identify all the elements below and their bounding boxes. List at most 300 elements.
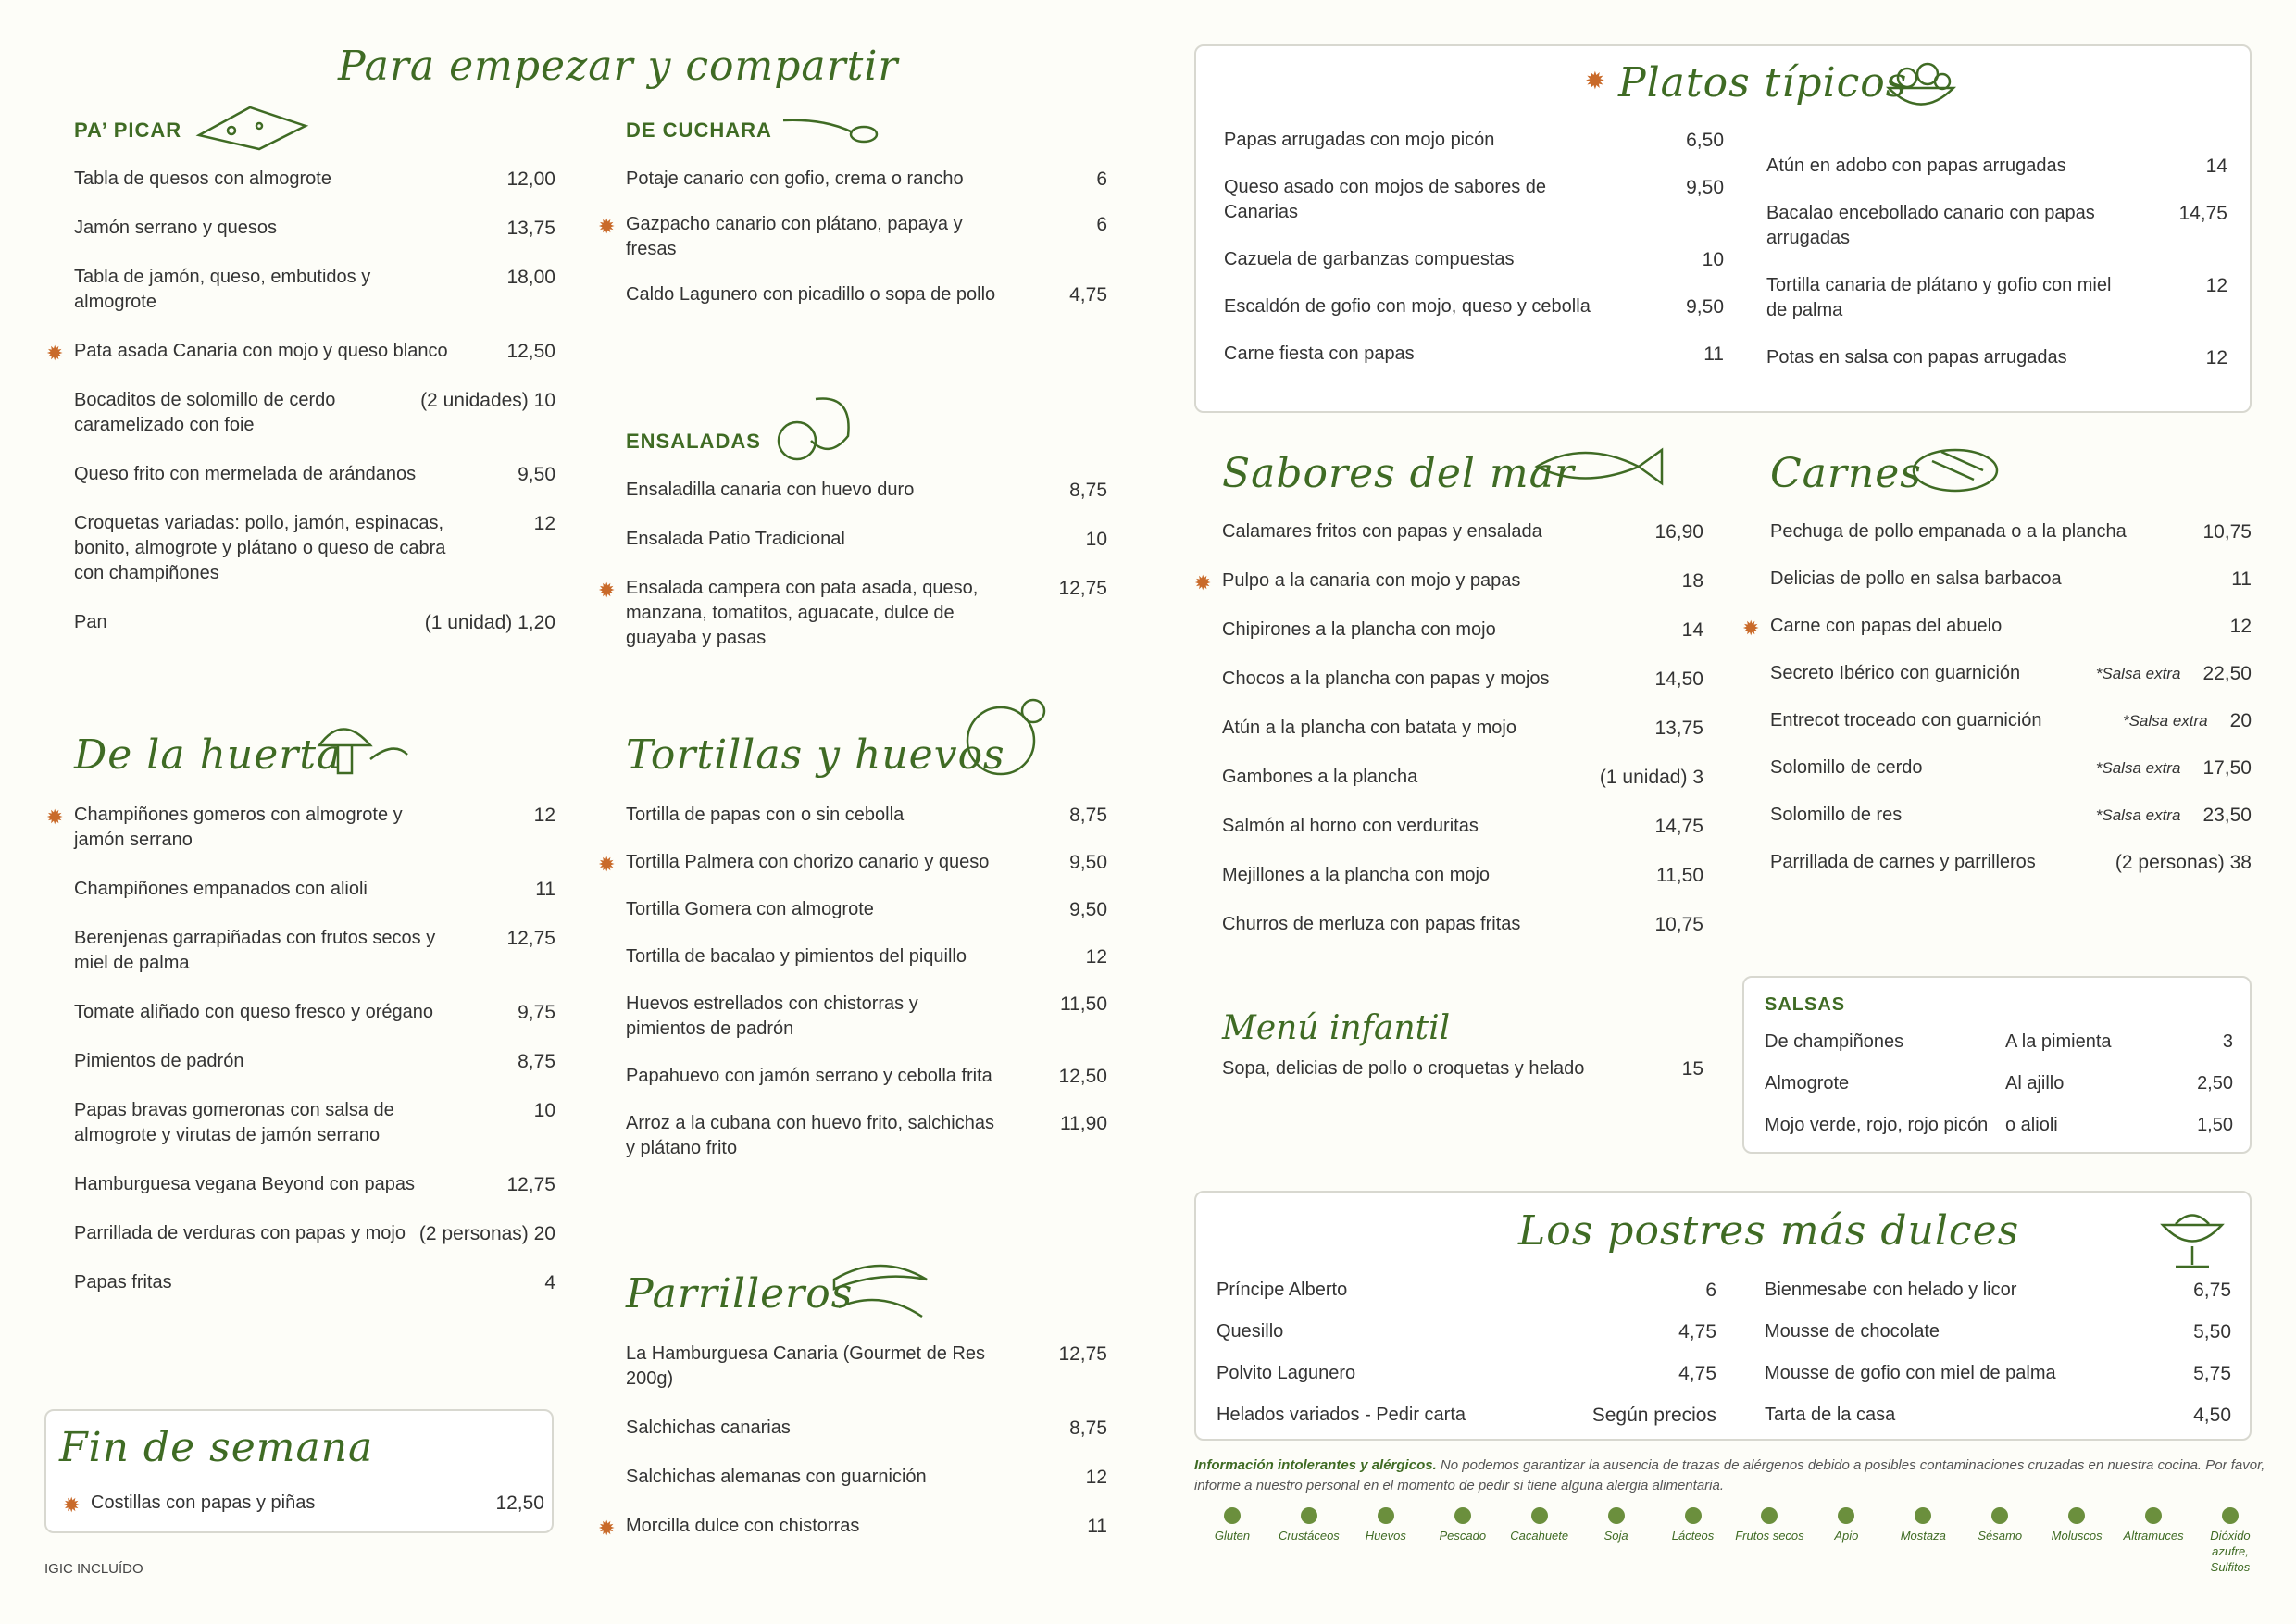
menu-item-name: Hamburguesa vegana Beyond con papas xyxy=(74,1174,416,1194)
allergen-label: Mostaza xyxy=(1900,1529,1946,1543)
salsa-extra-note: *Salsa extra xyxy=(2095,665,2181,682)
allergen-icon xyxy=(1224,1507,1241,1524)
allergen-label: Cacahuete xyxy=(1510,1529,1569,1543)
allergen-legend-item xyxy=(1271,1507,1347,1575)
allergen-legend-item xyxy=(1962,1507,2038,1575)
menu-item-name: Tortilla Palmera con chorizo canario y queso xyxy=(626,852,990,872)
menu-item-price: 12,50 xyxy=(1058,1066,1107,1087)
menu-item-price: 5,75 xyxy=(2193,1363,2231,1384)
menu-item xyxy=(1222,716,1703,741)
menu-item-name: Polvito Lagunero xyxy=(1217,1363,1356,1383)
salsa-name: De champiñones xyxy=(1765,1031,1904,1052)
salsas-box xyxy=(1742,976,2252,1154)
menu-item xyxy=(626,1342,1107,1392)
menu-item-price: 8,75 xyxy=(1069,805,1107,826)
allergen-icon xyxy=(2068,1507,2085,1524)
menu-item xyxy=(1770,519,2252,544)
salsa-row xyxy=(1765,1030,2233,1055)
allergen-label: Gluten xyxy=(1214,1529,1251,1543)
star-icon: ✹ xyxy=(46,806,64,829)
menu-item-name: Pata asada Canaria con mojo y queso blanco xyxy=(74,341,448,361)
allergen-label: Crustáceos xyxy=(1279,1529,1340,1543)
allergen-label: Soja xyxy=(1603,1529,1628,1543)
allergen-icon xyxy=(1685,1507,1702,1524)
menu-item-price: 6,75 xyxy=(2193,1280,2231,1301)
allergen-icon xyxy=(1378,1507,1394,1524)
menu-item-name: Pechuga de pollo empanada o a la plancha xyxy=(1770,521,2127,542)
menu-item-name: Costillas con papas y piñas xyxy=(91,1493,316,1513)
menu-item xyxy=(1766,345,2227,370)
tipicos-title: Platos típicos xyxy=(1618,59,1908,106)
star-icon: ✹ xyxy=(1194,571,1212,594)
menu-item xyxy=(1770,708,2252,733)
allergen-icon xyxy=(2222,1507,2239,1524)
star-icon: ✹ xyxy=(46,342,64,365)
menu-item xyxy=(1224,128,1724,153)
menu-item-name: Tarta de la casa xyxy=(1765,1405,1896,1425)
menu-item-name: Helados variados - Pedir carta xyxy=(1217,1405,1466,1425)
menu-item-price: 11,50 xyxy=(1656,865,1703,886)
allergen-label: Frutos secos xyxy=(1735,1529,1804,1543)
allergen-legend-item xyxy=(1425,1507,1501,1575)
star-icon: ✹ xyxy=(598,579,616,602)
menu-item-name: Papas arrugadas con mojo picón xyxy=(1224,130,1495,150)
menu-item-price: 11 xyxy=(1703,344,1724,365)
allergen-legend-item xyxy=(1194,1507,1270,1575)
cheese-icon xyxy=(194,98,315,154)
menu-item-name: Pan xyxy=(74,612,107,632)
allergen-legend-item xyxy=(2039,1507,2115,1575)
menu-item-price: 14,75 xyxy=(1654,816,1703,837)
menu-item xyxy=(1766,273,2227,323)
menu-item-name: Champiñones gomeros con almogrote y jamón serrano xyxy=(74,805,403,850)
menu-item-name: Potaje canario con gofio, crema o rancho xyxy=(626,169,964,189)
star-icon: ✹ xyxy=(1742,617,1760,640)
menu-item xyxy=(1765,1361,2231,1386)
menu-item xyxy=(74,265,555,315)
star-icon: ✹ xyxy=(598,853,616,876)
menu-item xyxy=(626,167,1107,192)
postres-title: Los postres más dulces xyxy=(1518,1207,2020,1255)
menu-item-price: 9,75 xyxy=(518,1002,555,1023)
salsas-title: SALSAS xyxy=(1765,994,1846,1015)
allergen-icon xyxy=(1838,1507,1854,1524)
menu-item xyxy=(74,610,555,635)
menu-item-name: Tortilla de papas con o sin cebolla xyxy=(626,805,905,825)
menu-item-name: Solomillo de res xyxy=(1770,805,1903,825)
menu-item-price: 11 xyxy=(1087,1516,1107,1537)
menu-item-name: Entrecot troceado con guarnición xyxy=(1770,710,2042,731)
menu-item-name: Atún a la plancha con batata y mojo xyxy=(1222,718,1516,738)
salsa-price: 3 xyxy=(2222,1031,2233,1052)
menu-item-price: (2 personas) 38 xyxy=(2115,852,2252,873)
menu-item xyxy=(1222,618,1703,643)
allergen-label: Dióxido azufre, Sulfitos xyxy=(2210,1529,2251,1574)
menu-item-price: 12 xyxy=(2205,275,2227,296)
menu-item xyxy=(74,216,555,241)
menu-item-name: Caldo Lagunero con picadillo o sopa de pollo xyxy=(626,284,996,305)
menu-item xyxy=(626,1064,1107,1089)
menu-item-name: Papas bravas gomeronas con salsa de almogrote y virutas de jamón serrano xyxy=(74,1100,394,1145)
allergen-legend-item xyxy=(1885,1507,1961,1575)
allergen-label: Huevos xyxy=(1365,1529,1406,1543)
menu-item xyxy=(1224,247,1724,272)
menu-item xyxy=(1765,1319,2231,1344)
menu-item-name: Salmón al horno con verduritas xyxy=(1222,816,1479,836)
menu-item xyxy=(1742,614,2252,640)
menu-item-name: Mousse de gofio con miel de palma xyxy=(1765,1363,2056,1383)
tortilla-icon xyxy=(959,694,1061,778)
menu-item-price: 15 xyxy=(1681,1058,1703,1080)
menu-item xyxy=(74,1172,555,1197)
menu-item-price: 4,75 xyxy=(1678,1321,1716,1343)
menu-item xyxy=(1770,803,2252,828)
menu-item xyxy=(74,388,555,438)
salsa-price: 2,50 xyxy=(2197,1073,2233,1093)
menu-item xyxy=(626,897,1107,922)
menu-item-name: Pimientos de padrón xyxy=(74,1051,244,1071)
menu-item-price: 4,50 xyxy=(2193,1405,2231,1426)
menu-item xyxy=(598,1514,1107,1540)
menu-item xyxy=(1766,201,2227,251)
menu-item xyxy=(1770,756,2252,781)
menu-item-name: Tabla de quesos con almogrote xyxy=(74,169,331,189)
menu-item xyxy=(598,576,1107,651)
menu-item xyxy=(74,511,555,586)
menu-item xyxy=(63,1491,544,1517)
menu-item-name: Carne fiesta con papas xyxy=(1224,344,1415,364)
carnes-title: Carnes xyxy=(1770,450,1922,497)
menu-item-name: Ensalada Patio Tradicional xyxy=(626,529,845,549)
salsa-extra-note: *Salsa extra xyxy=(2095,759,2181,777)
menu-item-price: 4 xyxy=(544,1272,555,1293)
fin-semana-title: Fin de semana xyxy=(59,1424,374,1471)
menu-item-name: Príncipe Alberto xyxy=(1217,1280,1348,1300)
tipicos-box xyxy=(1194,44,2252,413)
menu-item-name: Queso frito con mermelada de arándanos xyxy=(74,464,417,484)
menu-item-name: Secreto Ibérico con guarnición xyxy=(1770,663,2021,683)
salsa-name: Almogrote xyxy=(1765,1073,1850,1093)
salsa-extra-note: *Salsa extra xyxy=(2095,806,2181,824)
menu-item-price: (1 unidad) 3 xyxy=(1599,767,1703,788)
menu-item-price: 11 xyxy=(2231,568,2252,590)
section-tortillas xyxy=(598,731,1107,1183)
star-icon: ✹ xyxy=(598,215,616,238)
menu-item-name: Solomillo de cerdo xyxy=(1770,757,1923,778)
menu-item-price: 6,50 xyxy=(1686,130,1724,151)
menu-item xyxy=(1222,765,1703,790)
allergen-label: Sésamo xyxy=(1978,1529,2023,1543)
salsa-name: Al ajillo xyxy=(2005,1073,2065,1093)
menu-item-name: Pulpo a la canaria con mojo y papas xyxy=(1222,570,1521,591)
menu-item xyxy=(626,992,1107,1042)
section-cuchara xyxy=(598,119,1107,328)
menu-item-price: 9,50 xyxy=(1069,899,1107,920)
menu-item xyxy=(626,803,1107,828)
menu-item xyxy=(1217,1278,1716,1303)
menu-item xyxy=(1217,1361,1716,1386)
menu-item-name: La Hamburguesa Canaria (Gourmet de Res 200g) xyxy=(626,1343,985,1389)
menu-item xyxy=(626,527,1107,552)
menu-item xyxy=(626,282,1107,307)
menu-item-price: 6 xyxy=(1705,1280,1716,1301)
menu-item-price: 12,50 xyxy=(506,341,555,362)
menu-item-price: 10 xyxy=(1702,249,1724,270)
mar-title: Sabores del mar xyxy=(1222,450,1575,497)
salsa-name: Mojo verde, rojo, rojo picón xyxy=(1765,1115,1989,1135)
menu-item xyxy=(1222,1056,1703,1081)
menu-item-name: Salchichas canarias xyxy=(626,1418,791,1438)
infantil-title: Menú infantil xyxy=(1222,1009,1451,1047)
allergen-note-title: Información intolerantes y alérgicos. xyxy=(1194,1457,1437,1473)
menu-item-name: Tortilla de bacalao y pimientos del piquillo xyxy=(626,946,967,967)
fin-semana-box xyxy=(44,1409,554,1533)
star-icon: ✹ xyxy=(63,1493,81,1517)
menu-item xyxy=(1222,519,1703,544)
menu-item-name: Mejillones a la plancha con mojo xyxy=(1222,865,1491,885)
menu-item-price: 10 xyxy=(1085,529,1107,550)
allergen-icon xyxy=(1301,1507,1317,1524)
menu-item-price: 12 xyxy=(533,513,555,534)
menu-item-name: Tortilla canaria de plátano y gofio con miel de palma xyxy=(1766,275,2112,320)
menu-item-name: Delicias de pollo en salsa barbacoa xyxy=(1770,568,2062,589)
cuchara-title: DE CUCHARA xyxy=(626,119,772,142)
menu-item-name: Quesillo xyxy=(1217,1321,1284,1342)
allergen-legend-item xyxy=(1578,1507,1654,1575)
menu-item-price: 16,90 xyxy=(1654,521,1703,543)
menu-item-name: Atún en adobo con papas arrugadas xyxy=(1766,156,2066,176)
menu-item-price: 20 xyxy=(2229,710,2252,731)
allergen-legend-item xyxy=(2192,1507,2268,1575)
menu-item xyxy=(1770,661,2252,686)
allergen-label: Apio xyxy=(1834,1529,1859,1543)
menu-item-name: Tortilla Gomera con almogrote xyxy=(626,899,874,919)
menu-item-name: Morcilla dulce con chistorras xyxy=(626,1516,860,1536)
menu-item-price: 13,75 xyxy=(1654,718,1703,739)
menu-item xyxy=(626,478,1107,503)
menu-item-price: 11 xyxy=(535,879,555,900)
menu-item-price: 12,75 xyxy=(1058,1343,1107,1365)
menu-item xyxy=(74,1049,555,1074)
menu-item-name: Gambones a la plancha xyxy=(1222,767,1418,787)
menu-item-price: 6 xyxy=(1096,169,1107,190)
menu-item-name: Queso asado con mojos de sabores de Canarias xyxy=(1224,177,1546,222)
allergen-icon xyxy=(1531,1507,1548,1524)
menu-item xyxy=(1222,814,1703,839)
salsa-row xyxy=(1765,1113,2233,1138)
salsa-row xyxy=(1765,1071,2233,1096)
menu-item-price: 22,50 xyxy=(2202,663,2252,684)
meat-icon xyxy=(1904,424,2015,503)
menu-item-price: (2 unidades) 10 xyxy=(420,390,555,411)
menu-item-price: 12 xyxy=(533,805,555,826)
menu-item xyxy=(1222,667,1703,692)
menu-item-price: 9,50 xyxy=(518,464,555,485)
menu-item-name: Ensalada campera con pata asada, queso, manzana, tomatitos, aguacate, dulce de guayaba y pasas xyxy=(626,578,979,648)
menu-item-name: Potas en salsa con papas arrugadas xyxy=(1766,347,2067,368)
allergen-label: Moluscos xyxy=(2051,1529,2103,1543)
menu-item xyxy=(1224,175,1724,225)
menu-item-name: Calamares fritos con papas y ensalada xyxy=(1222,521,1542,542)
menu-item-price: 9,50 xyxy=(1686,296,1724,318)
postres-box xyxy=(1194,1191,2252,1441)
menu-item-name: Gazpacho canario con plátano, papaya y fresas xyxy=(626,214,963,259)
dessert-icon xyxy=(2155,1202,2229,1276)
menu-item xyxy=(1222,912,1703,937)
menu-item xyxy=(74,167,555,192)
menu-item-price: 12 xyxy=(2205,347,2227,369)
huerta-title: De la huerta xyxy=(74,731,343,779)
menu-item-price: (1 unidad) 1,20 xyxy=(424,612,555,633)
menu-item-name: Ensaladilla canaria con huevo duro xyxy=(626,480,915,500)
menu-item-price: 11,50 xyxy=(1060,993,1107,1015)
menu-item-name: Parrillada de verduras con papas y mojo xyxy=(74,1223,406,1243)
allergen-legend-item xyxy=(1502,1507,1578,1575)
menu-item xyxy=(74,1270,555,1295)
allergen-icon xyxy=(2145,1507,2162,1524)
menu-item-price: 9,50 xyxy=(1686,177,1724,198)
menu-item xyxy=(1765,1278,2231,1303)
menu-item xyxy=(1224,342,1724,367)
menu-item-name: Bocaditos de solomillo de cerdo caramelizado con foie xyxy=(74,390,336,435)
spoon-icon xyxy=(779,109,880,146)
menu-item-price: 12,00 xyxy=(506,169,555,190)
allergen-legend-item xyxy=(1731,1507,1807,1575)
allergen-label: Pescado xyxy=(1439,1529,1487,1543)
menu-item-price: 12,75 xyxy=(1058,578,1107,599)
menu-item xyxy=(74,1221,555,1246)
menu-item-price: 9,50 xyxy=(1069,852,1107,873)
menu-item-price: 8,75 xyxy=(1069,480,1107,501)
igic-note: IGIC INCLUÍDO xyxy=(44,1561,144,1577)
ensaladas-title: ENSALADAS xyxy=(626,430,761,453)
salsa-extra-note: *Salsa extra xyxy=(2122,712,2208,730)
menu-item xyxy=(74,926,555,976)
menu-item-price: 4,75 xyxy=(1069,284,1107,306)
menu-item xyxy=(1770,567,2252,592)
allergen-note-text: No podemos garantizar la ausencia de trazas de alérgenos debido a posibles contaminaciones cruzadas en nuestra cocina. Por favor, informe a nuestro personal en el momento de pedir si tiene alguna alergia alimentaria. xyxy=(1194,1457,2265,1493)
menu-item-name: Tabla de jamón, queso, embutidos y almogrote xyxy=(74,267,371,312)
mushroom-icon xyxy=(306,713,417,787)
menu-item-price: 6 xyxy=(1096,214,1107,235)
menu-item xyxy=(626,1465,1107,1490)
menu-item xyxy=(598,850,1107,876)
section-parrilleros xyxy=(598,1270,1107,1563)
menu-item xyxy=(46,803,555,853)
menu-item-price: Según precios xyxy=(1591,1405,1716,1426)
menu-item-price: 4,75 xyxy=(1678,1363,1716,1384)
menu-item-name: Chipirones a la plancha con mojo xyxy=(1222,619,1496,640)
pa-picar-title: PA’ PICAR xyxy=(74,119,182,142)
menu-item-price: 17,50 xyxy=(2202,757,2252,779)
menu-item-name: Mousse de chocolate xyxy=(1765,1321,1940,1342)
allergen-legend xyxy=(1194,1507,2268,1575)
menu-item-price: 18,00 xyxy=(506,267,555,288)
menu-item-name: Tomate aliñado con queso fresco y orégano xyxy=(74,1002,434,1022)
menu-item-price: 12 xyxy=(1085,1467,1107,1488)
allergen-icon xyxy=(1915,1507,1931,1524)
menu-item xyxy=(1217,1403,1716,1428)
menu-item-name: Parrillada de carnes y parrilleros xyxy=(1770,852,2036,872)
section-mar xyxy=(1194,450,1703,961)
section-carnes xyxy=(1742,450,2252,897)
menu-item-price: 8,75 xyxy=(1069,1418,1107,1439)
lettuce-icon xyxy=(774,385,867,468)
menu-item-price: 12 xyxy=(2229,616,2252,637)
menu-item-name: Escaldón de gofio con mojo, queso y cebolla xyxy=(1224,296,1591,317)
menu-item xyxy=(74,462,555,487)
menu-item xyxy=(1194,568,1703,594)
allergen-legend-item xyxy=(1348,1507,1424,1575)
menu-item-name: Berenjenas garrapiñadas con frutos secos y miel de palma xyxy=(74,928,436,973)
tortillas-title: Tortillas y huevos xyxy=(626,731,1005,779)
section-pa-picar xyxy=(46,119,555,659)
menu-item xyxy=(1766,154,2227,179)
parrilleros-title: Parrilleros xyxy=(626,1270,854,1318)
menu-item xyxy=(626,1111,1107,1161)
menu-item-name: Croquetas variadas: pollo, jamón, espinacas, bonito, almogrote y plátano o queso de cabra con champiñones xyxy=(74,513,446,583)
menu-item-name: Papahuevo con jamón serrano y cebolla frita xyxy=(626,1066,992,1086)
menu-item-price: 14,50 xyxy=(1654,668,1703,690)
menu-item-name: Salchichas alemanas con guarnición xyxy=(626,1467,927,1487)
star-icon: ✹ xyxy=(1585,67,1605,94)
menu-item-price: 14 xyxy=(2205,156,2227,177)
menu-item xyxy=(1765,1403,2231,1428)
menu-item-price: 12 xyxy=(1085,946,1107,968)
star-icon: ✹ xyxy=(598,1517,616,1540)
sausage-icon xyxy=(825,1252,936,1335)
menu-item-price: 14,75 xyxy=(2178,203,2227,224)
salsa-name: A la pimienta xyxy=(2005,1031,2112,1052)
section-ensaladas xyxy=(598,430,1107,675)
section-huerta xyxy=(46,731,555,1319)
salsa-name: o alioli xyxy=(2005,1115,2058,1135)
menu-item-price: 10 xyxy=(533,1100,555,1121)
menu-item-name: Carne con papas del abuelo xyxy=(1770,616,2003,636)
menu-item-name: Churros de merluza con papas fritas xyxy=(1222,914,1521,934)
menu-item-name: Cazuela de garbanzas compuestas xyxy=(1224,249,1515,269)
potatoes-icon xyxy=(1879,56,1963,116)
menu-item-price: 10,75 xyxy=(1654,914,1703,935)
menu-item-name: Arroz a la cubana con huevo frito, salchichas y plátano frito xyxy=(626,1113,994,1158)
menu-item-price: 13,75 xyxy=(506,218,555,239)
menu-item-name: Champiñones empanados con alioli xyxy=(74,879,368,899)
menu-item-name: Papas fritas xyxy=(74,1272,172,1293)
menu-item xyxy=(74,1000,555,1025)
menu-item-name: Bacalao encebollado canario con papas arrugadas xyxy=(1766,203,2095,248)
allergen-legend-item xyxy=(1655,1507,1731,1575)
menu-item xyxy=(1222,863,1703,888)
menu-item xyxy=(1224,294,1724,319)
menu-item-name: Jamón serrano y quesos xyxy=(74,218,278,238)
allergen-label: Lácteos xyxy=(1671,1529,1715,1543)
menu-item-price: 12,50 xyxy=(495,1493,544,1514)
menu-item-name: Huevos estrellados con chistorras y pimientos de padrón xyxy=(626,993,918,1039)
salsa-price: 1,50 xyxy=(2197,1115,2233,1135)
menu-item-price: 5,50 xyxy=(2193,1321,2231,1343)
menu-item xyxy=(46,339,555,365)
menu-item-price: 23,50 xyxy=(2202,805,2252,826)
menu-item xyxy=(1770,850,2252,875)
menu-item xyxy=(1217,1319,1716,1344)
allergen-icon xyxy=(1608,1507,1625,1524)
section-title-empezar: Para empezar y compartir xyxy=(338,43,899,90)
allergen-legend-item xyxy=(1808,1507,1884,1575)
menu-item-price: 11,90 xyxy=(1060,1113,1107,1134)
allergen-label: Altramuces xyxy=(2123,1529,2184,1543)
menu-item-price: 14 xyxy=(1681,619,1703,641)
menu-item xyxy=(74,1098,555,1148)
